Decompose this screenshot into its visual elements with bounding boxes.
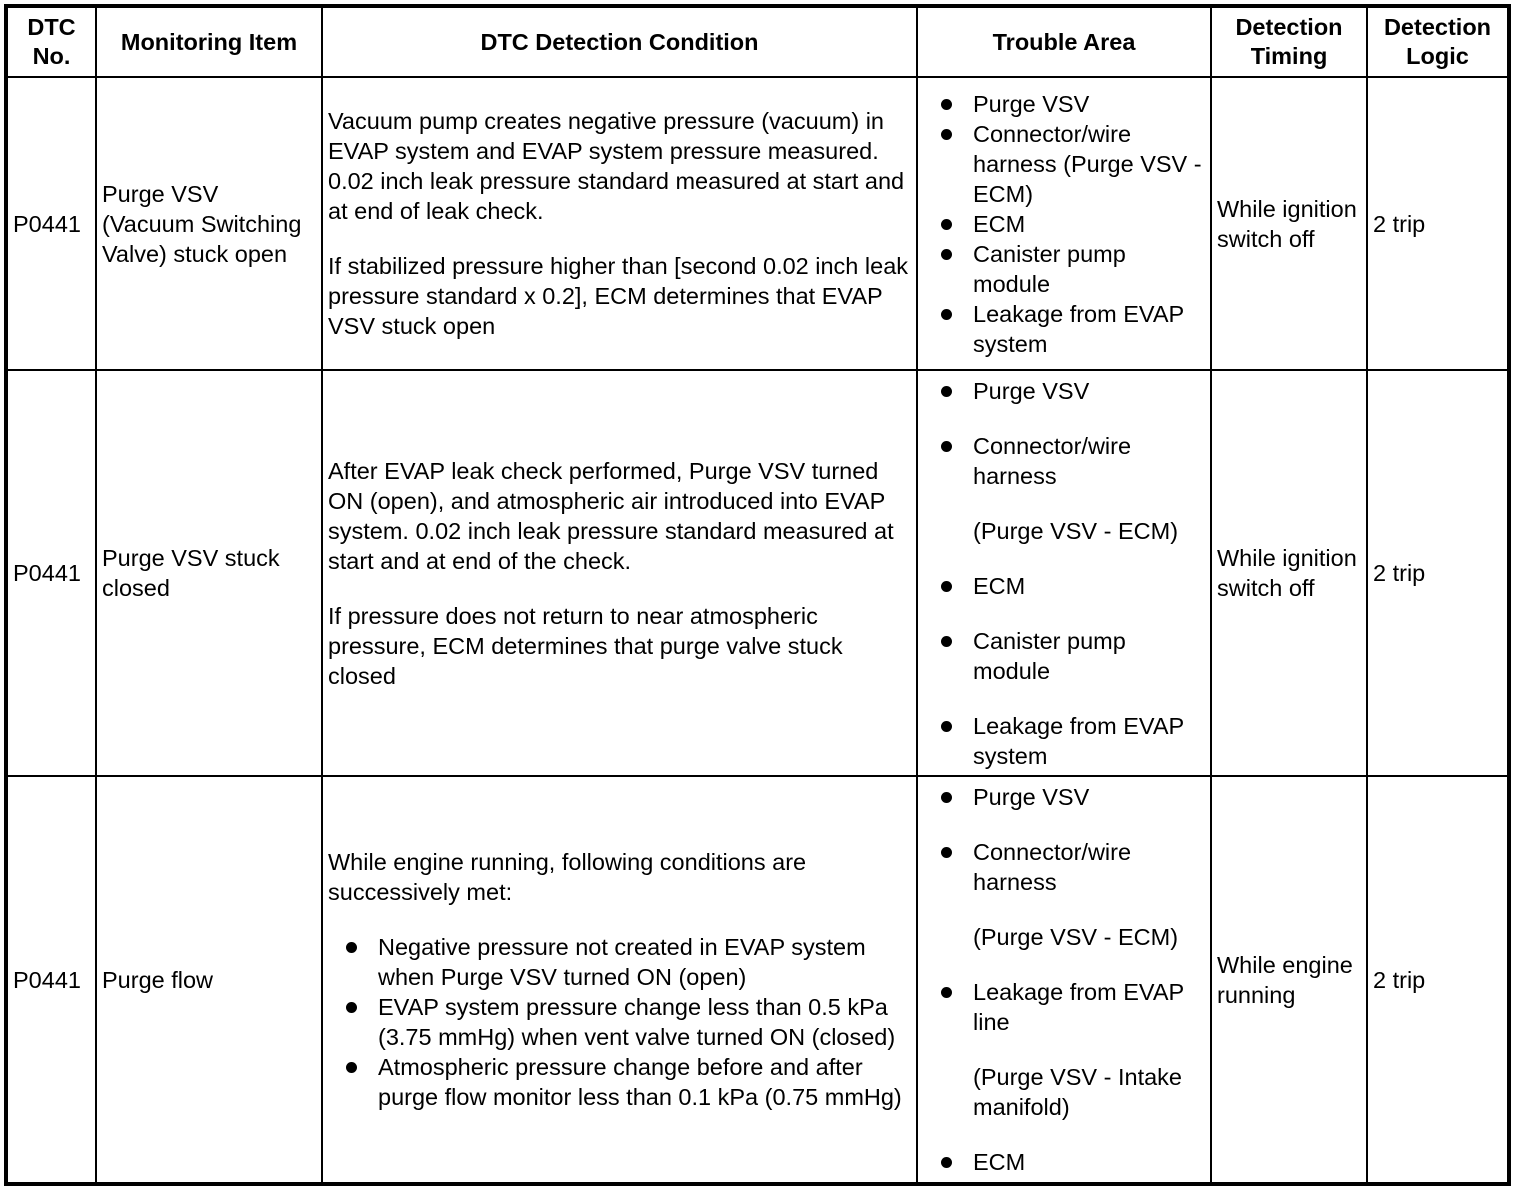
condition-intro: While engine running, following conditions are successively met: xyxy=(328,849,807,905)
list-item xyxy=(923,299,1205,359)
list-item-text: Canister pump module xyxy=(973,240,1126,297)
condition-list xyxy=(328,932,911,1112)
detection-logic: 2 trip xyxy=(1367,776,1508,1183)
list-item-text: Atmospheric pressure change before and after purge flow monitor less than 0.1 kPa (0.75 mmHg) xyxy=(378,1054,902,1110)
header-trouble-area: Trouble Area xyxy=(917,7,1211,77)
list-item-text: Connector/wire harness (Purge VSV - ECM) xyxy=(973,120,1202,207)
detection-condition xyxy=(322,776,917,1183)
bullet-icon xyxy=(941,1157,952,1168)
header-detection-logic: Detection Logic xyxy=(1367,7,1508,77)
list-item xyxy=(328,992,911,1052)
header-dtc-no: DTC No. xyxy=(7,7,96,77)
table-row xyxy=(7,776,1508,1183)
list-item-text: Leakage from EVAP system xyxy=(973,712,1184,769)
list-item xyxy=(923,119,1205,209)
list-item xyxy=(923,571,1205,601)
list-item-text: Leakage from EVAP line xyxy=(973,979,1184,1035)
detection-timing: While ignition switch off xyxy=(1211,370,1367,776)
list-item-text: Leakage from EVAP system xyxy=(973,300,1184,357)
list-item-continuation xyxy=(923,922,1205,952)
bullet-icon xyxy=(346,1002,357,1013)
condition-paragraph: Vacuum pump creates negative pressure (vacuum) in EVAP system and EVAP system pressure measured. 0.02 inch leak pressure standard measured at start and at end of leak check. xyxy=(328,108,905,224)
bullet-icon xyxy=(941,99,952,110)
trouble-area xyxy=(917,370,1211,776)
bullet-icon xyxy=(941,441,952,452)
list-item-continuation xyxy=(923,516,1205,546)
trouble-area-list xyxy=(923,376,1205,771)
detection-timing: While ignition switch off xyxy=(1211,77,1367,370)
detection-logic: 2 trip xyxy=(1367,77,1508,370)
table-row xyxy=(7,370,1508,776)
detection-condition xyxy=(322,370,917,776)
list-item xyxy=(923,837,1205,897)
list-item xyxy=(923,209,1205,239)
bullet-icon xyxy=(941,386,952,397)
bullet-icon xyxy=(941,636,952,647)
trouble-area xyxy=(917,776,1211,1183)
list-item-text: Connector/wire harness xyxy=(973,839,1132,895)
monitoring-item: Purge flow xyxy=(96,776,322,1183)
list-item-text: EVAP system pressure change less than 0.5 kPa (3.75 mmHg) when vent valve turned ON (closed) xyxy=(378,994,896,1050)
list-item-text: Purge VSV xyxy=(973,90,1090,117)
list-item-text: Purge VSV xyxy=(973,377,1090,404)
bullet-icon xyxy=(941,792,952,803)
trouble-area-list xyxy=(923,89,1205,359)
list-item xyxy=(923,782,1205,812)
list-item-continuation xyxy=(923,1062,1205,1122)
bullet-icon xyxy=(941,987,952,998)
list-item xyxy=(923,977,1205,1037)
list-item xyxy=(923,89,1205,119)
list-item-text: Connector/wire harness xyxy=(973,432,1132,489)
trouble-area xyxy=(917,77,1211,370)
condition-paragraph: If stabilized pressure higher than [second 0.02 inch leak pressure standard x 0.2], ECM determines that EVAP VSV stuck open xyxy=(328,253,909,339)
list-item xyxy=(923,711,1205,771)
trouble-area-list xyxy=(923,782,1205,1177)
bullet-icon xyxy=(346,942,357,953)
table-row xyxy=(7,77,1508,370)
dtc-table xyxy=(6,6,1509,1184)
list-item xyxy=(923,376,1205,406)
list-item xyxy=(923,1147,1205,1177)
monitoring-item: Purge VSV (Vacuum Switching Valve) stuck open xyxy=(96,77,322,370)
list-item-text: ECM xyxy=(973,572,1026,599)
header-monitoring-item: Monitoring Item xyxy=(96,7,322,77)
detection-logic: 2 trip xyxy=(1367,370,1508,776)
bullet-icon xyxy=(941,721,952,732)
dtc-code: P0441 xyxy=(7,370,96,776)
list-item xyxy=(923,431,1205,491)
monitoring-item: Purge VSV stuck closed xyxy=(96,370,322,776)
detection-condition xyxy=(322,77,917,370)
bullet-icon xyxy=(941,847,952,858)
list-item-text: (Purge VSV - ECM) xyxy=(973,517,1179,544)
dtc-code: P0441 xyxy=(7,77,96,370)
condition-paragraph: After EVAP leak check performed, Purge VSV turned ON (open), and atmospheric air introduced into EVAP system. 0.02 inch leak pressure standard measured at start and at end of the check. xyxy=(328,457,894,574)
list-item xyxy=(923,239,1205,299)
bullet-icon xyxy=(941,249,952,260)
detection-timing: While engine running xyxy=(1211,776,1367,1183)
bullet-icon xyxy=(941,219,952,230)
header-row xyxy=(7,7,1508,77)
bullet-icon xyxy=(941,129,952,140)
dtc-code: P0441 xyxy=(7,776,96,1183)
condition-paragraph: If pressure does not return to near atmospheric pressure, ECM determines that purge valve stuck closed xyxy=(328,602,843,689)
list-item-text: Negative pressure not created in EVAP system when Purge VSV turned ON (open) xyxy=(378,934,866,990)
bullet-icon xyxy=(346,1062,357,1073)
list-item xyxy=(328,1052,911,1112)
list-item xyxy=(328,932,911,992)
header-detection-condition: DTC Detection Condition xyxy=(322,7,917,77)
list-item xyxy=(923,626,1205,686)
list-item-text: Canister pump module xyxy=(973,627,1126,684)
list-item-text: (Purge VSV - ECM) xyxy=(973,924,1179,950)
bullet-icon xyxy=(941,309,952,320)
list-item-text: ECM xyxy=(973,210,1026,237)
header-detection-timing: Detection Timing xyxy=(1211,7,1367,77)
list-item-text: ECM xyxy=(973,1149,1026,1175)
bullet-icon xyxy=(941,581,952,592)
list-item-text: (Purge VSV - Intake manifold) xyxy=(973,1064,1182,1120)
list-item-text: Purge VSV xyxy=(973,784,1090,810)
